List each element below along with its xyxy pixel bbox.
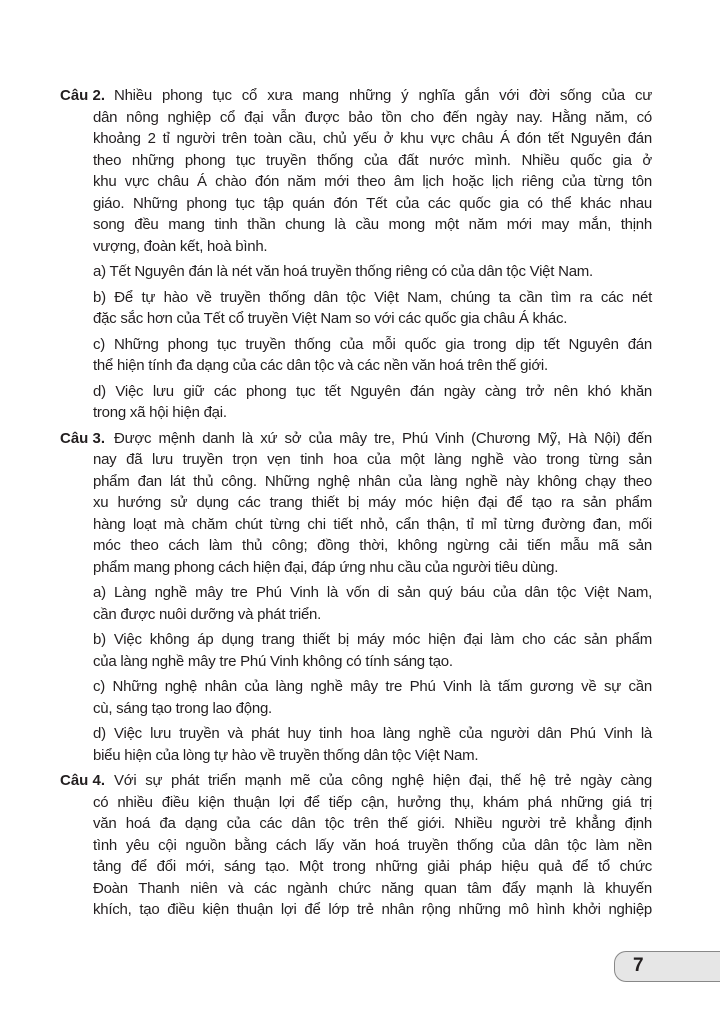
option-text-line: cần được nuôi dưỡng và phát triển. xyxy=(93,605,322,623)
question-text-line: phẩm mang phong cách hiện đại, đáp ứng nhu cầu của người tiêu dùng. xyxy=(93,558,559,576)
question-text-line: xu hướng sử dụng các trang thiết bị máy móc hiện đại để tạo ra sản phẩm xyxy=(93,494,652,511)
question-text-line: nay đã lưu truyền trọn vẹn tinh hoa của một làng nghề vào trong từng sản xyxy=(93,451,652,468)
question-4 xyxy=(60,770,652,921)
option-text-line: a) Tết Nguyên đán là nét văn hoá truyền thống riêng có của dân tộc Việt Nam. xyxy=(93,263,593,280)
option-text-line: cù, sáng tạo trong lao động. xyxy=(93,699,272,717)
question-text-line: vượng, đoàn kết, hoà bình. xyxy=(93,237,268,255)
option-text-line: trong xã hội hiện đại. xyxy=(93,404,227,421)
question-text-line: có nhiều điều kiện thuận lợi để tiếp cận, hưởng thụ, khám phá những giá trị xyxy=(93,793,652,811)
question-text-line: phẩm đan lát thủ công. Những nghệ nhân của làng nghề này không chạy theo xyxy=(93,472,652,490)
answer-option xyxy=(60,582,652,625)
answer-option xyxy=(60,381,652,424)
option-text-line: thể hiện tính đa dạng của các dân tộc và các nền văn hoá trên thế giới. xyxy=(93,357,548,374)
question-text-line: Được mệnh danh là xứ sở của mây tre, Phú Vinh (Chương Mỹ, Hà Nội) đến xyxy=(114,429,652,447)
question-text-line: khu vực châu Á chào đón năm mới theo âm lịch hoặc lịch riêng của từng tôn xyxy=(93,173,652,190)
question-text-line: hàng loạt mà chăm chút từng chi tiết nhỏ, cẩn thận, tỉ mỉ từng đường đan, mối xyxy=(93,515,652,533)
question-text-line: khoảng 2 tỉ người trên toàn cầu, chủ yếu ở khu vực châu Á đón tết Nguyên đán xyxy=(93,130,652,147)
option-text-line: d) Việc lưu truyền và phát huy tinh hoa làng nghề của người dân Phú Vinh là xyxy=(93,725,652,742)
question-text-line: dân nông nghiệp cổ đại vẫn được bảo tồn cho đến ngày nay. Hằng năm, có xyxy=(93,108,652,126)
answer-option xyxy=(60,629,652,672)
question-3 xyxy=(60,428,652,767)
question-text-line: theo những phong tục truyền thống của đất nước mình. Nhiều quốc gia ở xyxy=(93,151,652,169)
option-text-line: b) Việc không áp dụng trang thiết bị máy móc hiện đại làm cho các sản phẩm xyxy=(93,631,652,648)
option-text-line: c) Những phong tục truyền thống của mỗi quốc gia trong dịp tết Nguyên đán xyxy=(93,335,652,353)
question-text-line: song đều mang tinh thần chung là cầu mong một năm mới may mắn, thịnh xyxy=(93,216,652,233)
question-text-line: khích, tạo điều kiện thuận lợi để lớp trẻ nhân rộng những mô hình khởi nghiệp xyxy=(93,901,652,918)
option-text-line: c) Những nghệ nhân của làng nghề mây tre Phú Vinh là tấm gương về sự cần xyxy=(93,678,652,695)
question-text-line: Đoàn Thanh niên và các ngành chức năng quan tâm đẩy mạnh là khuyến xyxy=(93,879,652,897)
page-content xyxy=(60,85,652,921)
option-text-line: d) Việc lưu giữ các phong tục tết Nguyên đán ngày càng trở nên khó khăn xyxy=(93,382,652,400)
answer-option xyxy=(60,676,652,719)
question-2 xyxy=(60,85,652,424)
question-label: Câu 3. xyxy=(60,429,106,447)
question-text-line: móc theo cách làm thủ công; đồng thời, không ngừng cải tiến mẫu mã sản xyxy=(93,537,652,554)
option-text-line: của làng nghề mây tre Phú Vinh không có tính sáng tạo. xyxy=(93,652,453,670)
answer-option xyxy=(60,723,652,766)
option-text-line: a) Làng nghề mây tre Phú Vinh là vốn di sản quý báu của dân tộc Việt Nam, xyxy=(93,584,652,601)
question-text-line: Nhiều phong tục cổ xưa mang những ý nghĩa gắn với đời sống của cư xyxy=(114,87,652,104)
answer-option xyxy=(60,261,652,283)
option-text-line: b) Để tự hào về truyền thống dân tộc Việt Nam, chúng ta cần tìm ra các nét xyxy=(93,288,652,306)
answer-option xyxy=(60,334,652,377)
question-text-line: tình yêu cội nguồn bằng cách lấy văn hoá truyền thống của dân tộc làm nền xyxy=(93,836,652,854)
question-label: Câu 2. xyxy=(60,87,106,104)
answer-option xyxy=(60,287,652,330)
question-text-line: giáo. Những phong tục tập quán đón Tết của các quốc gia có thể khác nhau xyxy=(93,194,652,212)
option-text-line: biểu hiện của lòng tự hào về truyền thống dân tộc Việt Nam. xyxy=(93,746,479,764)
question-label: Câu 4. xyxy=(60,772,106,789)
question-text-line: tảng để đổi mới, sáng tạo. Một trong những giải pháp hiệu quả để tổ chức xyxy=(93,858,652,875)
question-text-line: văn hoá đa dạng của các dân tộc trên thế giới. Nhiều người trẻ khẳng định xyxy=(93,815,652,832)
question-text-line: Với sự phát triển mạnh mẽ của công nghệ hiện đại, thế hệ trẻ ngày càng xyxy=(114,772,652,789)
page-number: 7 xyxy=(633,955,644,976)
page-number-tab xyxy=(614,951,720,982)
option-text-line: đặc sắc hơn của Tết cổ truyền Việt Nam so với các quốc gia châu Á khác. xyxy=(93,310,568,327)
